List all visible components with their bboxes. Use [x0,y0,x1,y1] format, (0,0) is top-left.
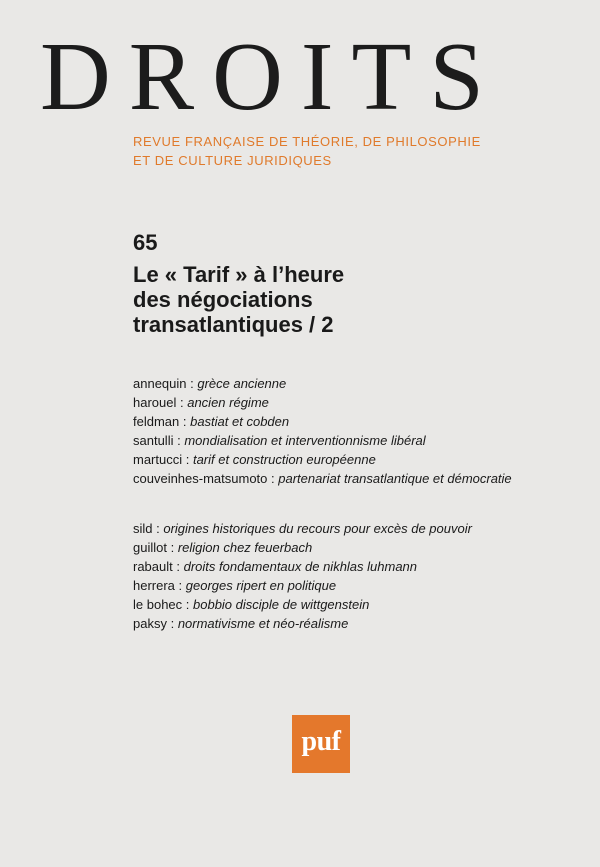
entry-author: annequin [133,376,187,391]
entry-separator: : [176,395,188,410]
issue-title-line: des négociations [133,287,313,312]
contents-list-dossier [133,374,583,488]
entry-topic: origines historiques du recours pour excès de pouvoir [163,521,472,536]
contents-entry [133,469,583,488]
entry-topic: droits fondamentaux de nikhlas luhmann [183,559,418,574]
entry-author: martucci [133,452,183,467]
entry-separator: : [166,616,178,631]
entry-topic: georges ripert en politique [185,578,337,593]
entry-author: le bohec [133,597,183,612]
issue-title-line: Le « Tarif » à l’heure [133,262,345,287]
entry-topic: tarif et construction européenne [192,452,376,467]
issue-number: 65 [133,230,158,255]
entry-topic: ancien régime [187,395,269,410]
entry-author: santulli [133,433,174,448]
journal-subtitle-line: ET DE CULTURE JURIDIQUES [133,153,332,168]
entry-topic: normativisme et néo-réalisme [177,616,349,631]
entry-separator: : [179,414,191,429]
entry-author: paksy [133,616,167,631]
contents-entry [133,450,583,469]
puf-logo [292,715,350,773]
entry-topic: bastiat et cobden [190,414,290,429]
entry-separator: : [174,578,186,593]
journal-subtitle [133,132,563,170]
entry-topic: grèce ancienne [197,376,287,391]
entry-author: sild [133,521,153,536]
issue-title [133,262,493,337]
entry-author: rabault [133,559,173,574]
contents-entry [133,538,583,557]
entry-separator: : [166,540,178,555]
entry-author: herrera [133,578,175,593]
contents-entry [133,519,583,538]
entry-topic: mondialisation et interventionnisme libéral [184,433,426,448]
contents-entry [133,595,583,614]
entry-separator: : [182,452,193,467]
entry-separator: : [186,376,198,391]
entry-topic: bobbio disciple de wittgenstein [193,597,370,612]
contents-entry [133,614,583,633]
entry-author: couveinhes-matsumoto [133,471,268,486]
entry-topic: partenariat transatlantique et démocratie [278,471,512,486]
entry-author: harouel [133,395,177,410]
entry-topic: religion chez feuerbach [177,540,313,555]
entry-separator: : [172,559,184,574]
contents-entry [133,431,583,450]
puf-logo-text: puf [301,726,341,757]
entry-separator: : [267,471,279,486]
journal-subtitle-line: REVUE FRANÇAISE DE THÉORIE, DE PHILOSOPHIE [133,134,481,149]
entry-separator: : [152,521,164,536]
issue-title-line: transatlantiques / 2 [133,312,334,337]
contents-list-varia [133,519,583,633]
entry-author: guillot [133,540,167,555]
entry-author: feldman [133,414,180,429]
contents-entry [133,557,583,576]
contents-entry [133,393,583,412]
contents-entry [133,412,583,431]
contents-entry [133,576,583,595]
entry-separator: : [182,597,193,612]
entry-separator: : [173,433,185,448]
journal-title: DROITS [40,23,502,131]
contents-entry [133,374,583,393]
